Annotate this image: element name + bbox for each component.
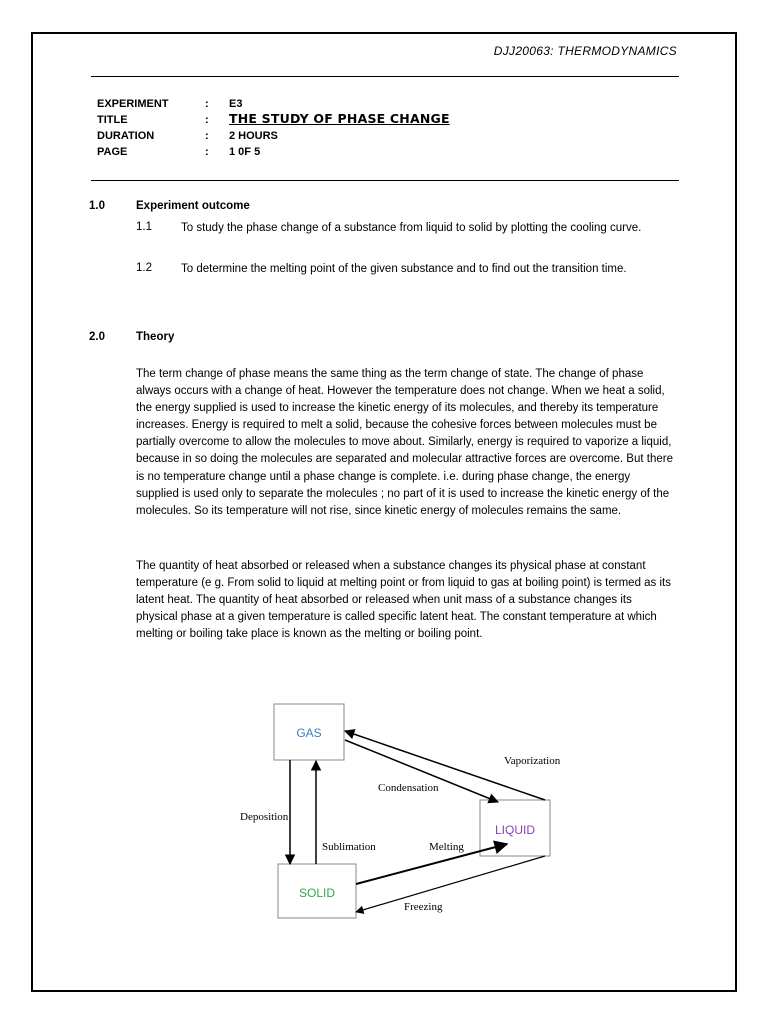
- vaporization-label: Vaporization: [504, 755, 561, 767]
- liquid-label: LIQUID: [494, 823, 536, 837]
- meta-value: 1 0F 5: [229, 146, 261, 158]
- freezing-arrow: [356, 856, 545, 912]
- deposition-label: Deposition: [240, 811, 289, 823]
- meta-colon: :: [205, 130, 209, 142]
- condensation-label: Condensation: [378, 782, 439, 794]
- meta-colon: :: [205, 114, 209, 126]
- meta-colon: :: [205, 146, 209, 158]
- section-title: Theory: [136, 331, 175, 343]
- section-number: 2.0: [89, 331, 105, 343]
- melting-label: Melting: [429, 841, 464, 853]
- meta-label: DURATION: [97, 130, 155, 142]
- gas-label: GAS: [296, 726, 322, 740]
- item-text: To determine the melting point of the given substance and to find out the transition time.: [181, 263, 627, 275]
- meta-label: TITLE: [97, 114, 128, 126]
- experiment-title: THE STUDY OF PHASE CHANGE: [229, 111, 450, 126]
- meta-label: PAGE: [97, 146, 128, 158]
- solid-label: SOLID: [298, 886, 336, 900]
- item-text: To study the phase change of a substance from liquid to solid by plotting the cooling curve.: [181, 222, 642, 234]
- meta-value: 2 HOURS: [229, 130, 278, 142]
- item-number: 1.1: [136, 221, 152, 233]
- section-number: 1.0: [89, 200, 105, 212]
- meta-value: E3: [229, 98, 243, 110]
- meta-colon: :: [205, 98, 209, 110]
- theory-paragraph: The quantity of heat absorbed or released when a substance changes its physical phase at constant temperature (e g. From solid to liquid at melting point or from liquid to gas at boiling point) is termed as its latent heat. The quantity of heat absorbed or released when unit mass of a substance changes its physical phase at a given temperature is called specific latent heat. The constant temperature at which melting or boiling take place is known as the melting or boiling point.: [136, 560, 671, 641]
- section-title: Experiment outcome: [136, 200, 250, 212]
- item-number: 1.2: [136, 262, 152, 274]
- meta-label: EXPERIMENT: [97, 98, 169, 110]
- sublimation-label: Sublimation: [322, 841, 376, 853]
- freezing-label: Freezing: [404, 901, 443, 913]
- running-header: DJJ20063: THERMODYNAMICS: [493, 44, 677, 58]
- theory-paragraph: The term change of phase means the same thing as the term change of state. The change of phase always occurs with a change of heat. However the temperature does not change. When we heat a solid, the energy supplied is used to increase the kinetic energy of its molecules, and thereby its temperature increases. Energy is required to melt a solid, because the cohesive forces between molecules must be partially overcome to allow the molecules to move about. Similarly, energy is required to vaporize a liquid, because in so doing the molecules are separated and molecular attractive forces are overcome. But there is no temperature change until a phase change is complete. i.e. during phase change, the energy supplied is used only to separate the molecules ; no part of it is used to increase the kinetic energy of the molecules. So its temperature will not rise, since kinetic energy of molecules remains the same.: [136, 368, 673, 517]
